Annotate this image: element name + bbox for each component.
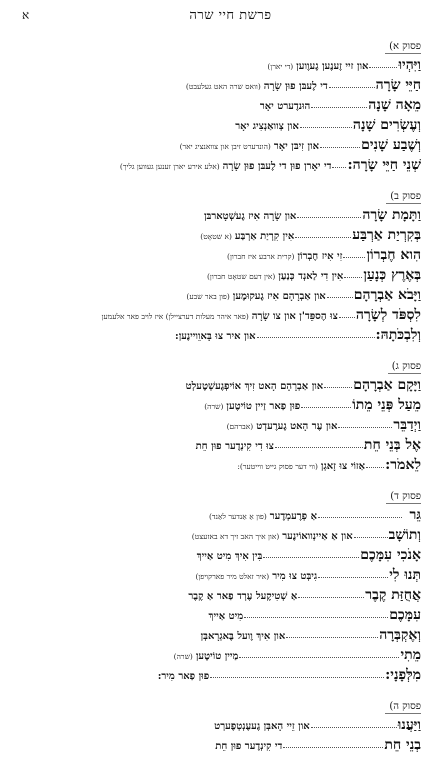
hebrew-word: וְתוֹשָׁב [388, 527, 421, 543]
leader-dots [311, 726, 397, 728]
word-row [19, 245, 421, 265]
hebrew-word: וַיַּעֲנוּ [397, 717, 421, 733]
page-number: א [22, 7, 30, 22]
yiddish-translation: אִין קִרְיַת אַרְבַּע [234, 231, 295, 242]
pasuk-label: פסוק א) [385, 40, 421, 54]
word-row [19, 415, 421, 435]
explanatory-note: (און איך האב זיך דא באזעצט) [191, 532, 280, 541]
yiddish-translation: און אִיךְ וֶועל בֶּאגְרָאבְּן [200, 631, 286, 642]
pasuk-section [19, 184, 421, 345]
yiddish-translation: און זֵיי הָאבְּן גֶעעֶנְטְפֶערְט [214, 721, 310, 732]
leader-dots [244, 616, 388, 618]
hebrew-word: וַיְדַבֵּר [393, 417, 421, 433]
leader-dots [354, 536, 388, 538]
word-row [19, 265, 421, 285]
leader-dots [344, 276, 362, 278]
leader-dots [327, 296, 353, 298]
pasuk-section [19, 354, 421, 475]
leader-dots [297, 216, 361, 218]
hebrew-word: וְשֶׁבַע שָׁנִים [361, 137, 421, 153]
yiddish-translation: און איר צוּ בָּאוֵויינֶען: [175, 331, 256, 342]
hebrew-word: עִמָּכֶם [389, 607, 421, 623]
leader-dots [301, 406, 351, 408]
leader-dots [324, 386, 352, 388]
word-row [19, 435, 421, 455]
hebrew-word: וְאֶקְבְּרָה [379, 627, 421, 643]
hebrew-word: בְּקִרְיַת אַרְבַּע [352, 227, 421, 243]
word-row [19, 645, 421, 665]
explanatory-note: (קרית ארבע איז חברון) [227, 252, 295, 261]
word-row [19, 455, 421, 475]
yiddish-translation: מַיין טוֹיטֶען [195, 651, 239, 662]
word-row [19, 565, 421, 585]
leader-dots [369, 66, 397, 68]
pasuk-section [19, 484, 421, 685]
leader-dots [318, 516, 402, 518]
hebrew-word: מֵעַל פְּנֵי מֵתוֹ [352, 397, 421, 413]
yiddish-translation: אַ פְרֶעמְדֶער [269, 511, 317, 522]
leader-dots [263, 556, 359, 558]
explanatory-note: (פאר איהר מעלות דערציילן) איז לויב פאר אלעמען [101, 312, 249, 321]
word-row [19, 735, 421, 755]
pasuk-label: פסוק ד) [386, 490, 421, 504]
explanatory-note: (ווי דער פסוק גייט ווייטער): [237, 462, 318, 471]
word-row [19, 205, 421, 225]
leader-dots [343, 256, 365, 258]
leader-dots [366, 466, 384, 468]
leader-dots [283, 746, 383, 748]
yiddish-translation: און אַ אַיינְוואוֹינֶער [282, 531, 353, 542]
page-header [22, 6, 419, 24]
hebrew-word: תְּנוּ לִי [389, 567, 421, 583]
hebrew-word: וַיִּהְיוּ [398, 57, 421, 73]
explanatory-note: (פון באר שבע) [186, 292, 230, 301]
parsha-title: פרשת חיי שרה [189, 8, 272, 23]
yiddish-translation: גִיבְּט צוּ מִיר [272, 571, 318, 582]
yiddish-translation: זִי אִיז חֶבְרוֹן [297, 251, 343, 262]
word-row [19, 55, 421, 75]
hebrew-word: לִסְפֹּד לְשָׂרָה [355, 307, 421, 323]
hebrew-word: וַיָּקָם אַבְרָהָם [353, 377, 421, 393]
leader-dots [311, 106, 367, 108]
hebrew-word: אָנֹכִי עִמָּכֶם [360, 547, 421, 563]
yiddish-translation: און אַבְרָהָם הָאט זִיךְ אוֹיפְגֶעשְׁטֶעלְט [185, 381, 324, 392]
word-row [19, 605, 421, 625]
word-row [19, 95, 421, 115]
leader-dots [332, 166, 346, 168]
leader-dots [318, 576, 388, 578]
leader-dots [286, 636, 378, 638]
yiddish-translation: צוּ דִי קִינְדֶער פוּן חֵת [195, 441, 274, 452]
hebrew-word: וְעֶשְׂרִים שָׁנָה [352, 117, 421, 133]
word-row [19, 135, 421, 155]
yiddish-translation: און אַבְרָהָם אִיז גֶעקוּמֶען [232, 291, 326, 302]
hebrew-word: וְלִבְכֹּתָהּ: [375, 327, 421, 343]
word-row [19, 285, 421, 305]
word-row [19, 395, 421, 415]
yiddish-translation: צוּ הֶספֵּד'ן און צו שָׂרָה [251, 311, 338, 322]
explanatory-note: (הונדערט זיבן און צוואנציג יאר) [179, 142, 271, 151]
yiddish-translation: די לֶעבּן פוּן שָׂרָה [263, 81, 328, 92]
yiddish-translation: די יאָרן פוּן די לֶעבּן פוּן שָׂרָה [222, 161, 332, 172]
translation-content [19, 34, 421, 764]
explanatory-note: (אברהם) [226, 422, 254, 431]
leader-dots [295, 236, 351, 238]
explanatory-note: (אלע אירע יארן זענען געווען גליך) [119, 162, 220, 171]
pasuk-section [19, 694, 421, 755]
hebrew-word: אֲחֻזַּת קֶבֶר [365, 587, 421, 603]
leader-dots [338, 426, 392, 428]
word-row [19, 525, 421, 545]
word-row [19, 325, 421, 345]
yiddish-translation: הוּנדֶערט יאָר [259, 101, 311, 112]
leader-dots [239, 656, 399, 658]
leader-dots [320, 146, 360, 148]
explanatory-note: (שרה) [173, 652, 193, 661]
word-row [19, 545, 421, 565]
leader-dots [339, 316, 355, 318]
word-row [19, 115, 421, 135]
word-row [19, 305, 421, 325]
leader-dots [275, 446, 363, 448]
leader-dots [298, 596, 364, 598]
word-row [19, 665, 421, 685]
explanatory-note: (א שטאָט) [200, 232, 232, 241]
word-row [19, 585, 421, 605]
explanatory-note: (איר זאלט מיר פארקויפן) [195, 572, 270, 581]
hebrew-word: מֵאָה שָׁנָה [368, 97, 421, 113]
hebrew-word: שְׁנֵי חַיֵּי שָׂרָה: [347, 157, 421, 173]
hebrew-word: לֵאמֹר: [385, 457, 421, 473]
yiddish-translation: אִין דִי לַאנְד כְּנַעַן [278, 271, 344, 282]
yiddish-translation: און שָׂרָה אִיז גֶעשְׁטָארבּן [203, 211, 297, 222]
explanatory-note: (די יארן) [267, 62, 294, 71]
hebrew-word: גֵּר [409, 507, 421, 523]
leader-dots [300, 126, 352, 128]
explanatory-note: (וואס שרה האט געלעבט) [185, 82, 261, 91]
hebrew-word: הִוא חֶבְרוֹן [366, 247, 421, 263]
hebrew-word: מִלְּפָנָי: [385, 667, 421, 683]
yiddish-translation: און זיי זֶענֶען גֶעוֶוען [296, 61, 369, 72]
hebrew-word: וַתָּמָת שָׂרָה [362, 207, 421, 223]
pasuk-label: פסוק ג) [388, 360, 421, 374]
pasuk-label: פסוק ב) [386, 190, 421, 204]
explanatory-note: (פון אַ אַנדער לאַנד) [208, 512, 267, 521]
hebrew-word: וַיָּבֹא אַבְרָהָם [353, 287, 421, 303]
word-row [19, 75, 421, 95]
hebrew-word: בְנֵי חֵת [384, 737, 421, 753]
word-row [19, 715, 421, 735]
pasuk-label: פסוק ה) [385, 700, 421, 714]
leader-dots [257, 336, 375, 338]
word-row [19, 375, 421, 395]
leader-dots [329, 86, 375, 88]
yiddish-translation: און צְוואַנְצִיג יאָר [235, 121, 299, 132]
yiddish-translation: בִּין אִיךְ מִיט אַייךְ [196, 551, 263, 562]
yiddish-translation: אַזוֹי צוּ זָאגְן [320, 461, 366, 472]
yiddish-translation: פוּן פַאר זַיין טוֹיטֶען [226, 401, 301, 412]
hebrew-word: בְּאֶרֶץ כְּנָעַן [363, 267, 421, 283]
yiddish-translation: און עֶר הָאט גֶערֶעדְט [256, 421, 338, 432]
yiddish-translation: און זִיבּן יאָר [273, 141, 320, 152]
explanatory-note: (שרה) [204, 402, 224, 411]
yiddish-translation: מִיט אַייךְ [208, 611, 244, 622]
yiddish-translation: די קִינְדֶער פוּן חֵת [215, 741, 283, 752]
yiddish-translation: פוּן פַאר מִיר: [157, 671, 210, 682]
word-row [19, 625, 421, 645]
hebrew-word: חַיֵּי שָׂרָה [375, 77, 421, 93]
word-row [19, 505, 421, 525]
word-row [19, 225, 421, 245]
leader-dots [210, 676, 384, 678]
hebrew-word: אֶל בְּנֵי חֵת [363, 437, 421, 453]
word-row [19, 155, 421, 175]
explanatory-note: (אין דעם שטאָט חברון) [206, 272, 276, 281]
hebrew-word: מֵתִי [400, 647, 421, 663]
pasuk-section [19, 34, 421, 175]
yiddish-translation: אַ שְׁטִיקֶעל עֶרְד פַאר אַ קֶבֶר [188, 591, 298, 602]
